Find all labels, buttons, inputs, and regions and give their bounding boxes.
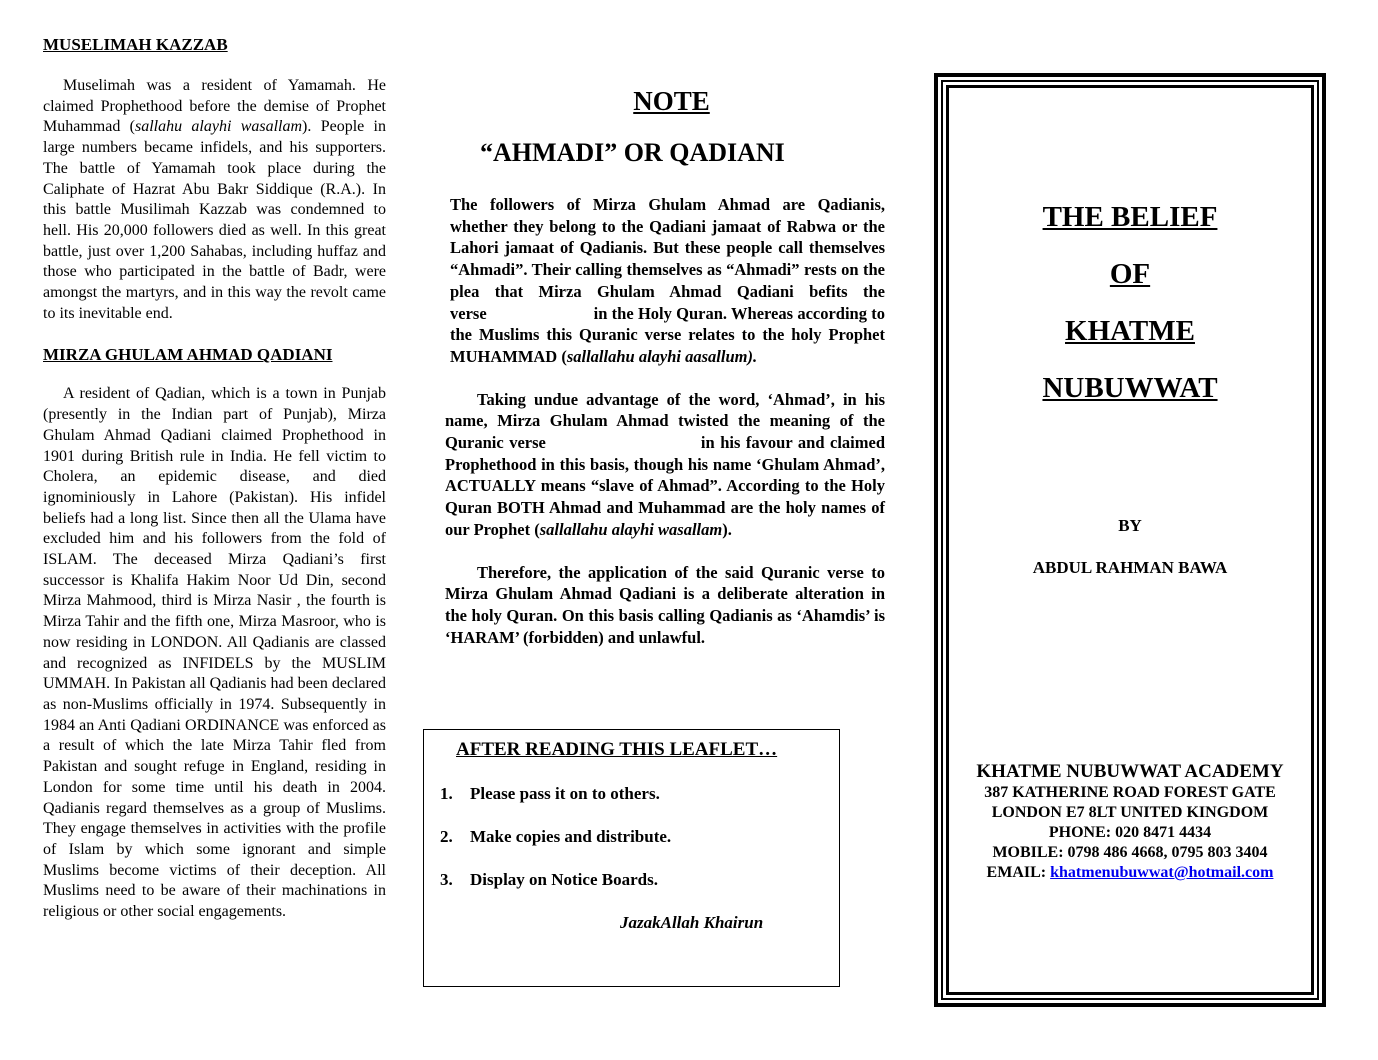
ahmadi-paragraph-1 [440, 194, 885, 368]
cover-title-line-2: OF [1109, 258, 1151, 290]
middle-column [440, 84, 885, 648]
p2-text-b: in his favour and claimed Prophethood in this basis, though his name ‘Ghulam Ahmad’, ACTUALLY means “slave of Ahmad”. According to the Holy Quran BOTH Ahmad and Muhammad are the holy names of our Prophet ( [445, 433, 886, 539]
mirza-paragraph: A resident of Qadian, which is a town in Punjab (presently in the Indian part of Punjab), Mirza Ghulam Ahmad Qadiani claimed Prophethood in 1901 during British rule in India. He fell victim to Cholera, an epidemic disease, and died ignominiously in Lahore (Pakistan). His infidel beliefs had a long list. Since then all the Ulama have excluded him and his followers from the fold of ISLAM. The deceased Mirza Qadiani’s first successor is Khalifa Hakim Noor Ud Din, second Mirza Mahmood, third is Mirza Nasir , the fourth is Mirza Tahir and the fifth one, Mirza Masroor, who is now residing in LONDON. All Qadianis are classed and recognized as INFIDELS by the MUSLIM UMMAH. In Pakistan all Qadianis had been declared as non-Muslims officially in 1974. Subsequently in 1984 an Anti Qadiani ORDINANCE was enforced as a result of which the late Mirza Tahir fled from Pakistan and sought refuge in England, residing in London for some time until his death in 2004. Qadianis regard themselves as a group of Muslims. They engage themselves in activities with the profile of Islam by which some ignorant and simple Muslims become victims of their deception. All Muslims need to be aware of their machinations in religious or other social engagements. [43, 385, 387, 921]
list-item [440, 783, 839, 805]
by-label: BY [1118, 516, 1142, 535]
left-column [43, 34, 386, 923]
address-line-2: LONDON E7 8LT UNITED KINGDOM [991, 804, 1269, 821]
list-item [440, 826, 839, 848]
cover-panel [934, 73, 1326, 1007]
list-item-number: 1. [440, 784, 453, 803]
email-link[interactable]: khatmenubuwwat@hotmail.com [1050, 864, 1274, 881]
cover-border-middle [941, 80, 1319, 1000]
section-heading-mirza: MIRZA GHULAM AHMAD QADIANI [43, 345, 333, 365]
p2-verse-gap [546, 433, 695, 452]
email-line [949, 863, 1311, 883]
muselimah-text-italic: sallahu alayhi wasallam [134, 118, 303, 136]
muselimah-paragraph [43, 76, 386, 324]
email-label: EMAIL: [986, 864, 1051, 881]
mobile-line: MOBILE: 0798 486 4668, 0795 803 3404 [992, 844, 1268, 861]
cover-title-line-1: THE BELIEF [1042, 201, 1218, 233]
list-item-text: Display on Notice Boards. [470, 870, 658, 889]
list-item [440, 869, 839, 891]
note-title: NOTE [633, 86, 710, 116]
ahmadi-paragraph-2 [440, 389, 885, 541]
phone-line: PHONE: 020 8471 4434 [1048, 824, 1212, 841]
address-line-1: 387 KATHERINE ROAD FOREST GATE [984, 784, 1276, 801]
after-reading-list [424, 783, 839, 891]
list-item-text: Please pass it on to others. [470, 784, 660, 803]
list-item-number: 2. [440, 827, 453, 846]
ahmadi-paragraph-3: Therefore, the application of the said Quranic verse to Mirza Ghulam Ahmad Qadiani is a deliberate alteration in the holy Quran. On this basis calling Qadianis as ‘Ahamdis’ is ‘HARAM’ (forbidden) and unlawful. [445, 562, 885, 647]
cover-border-inner [946, 85, 1314, 995]
p1-text-italic: sallallahu alayhi aasallum). [566, 346, 758, 366]
academy-name: KHATME NUBUWWAT ACADEMY [976, 761, 1284, 782]
section-heading-muselimah: MUSELIMAH KAZZAB [43, 35, 228, 54]
list-item-number: 3. [440, 870, 453, 889]
signoff: JazakAllah Khairun [620, 913, 764, 932]
note-subtitle: “AHMADI” OR QADIANI [480, 138, 785, 167]
p1-text-b: in the Holy Quran. Whereas according to the Muslims this Quranic verse relates to the holy Prophet MUHAMMAD ( [450, 303, 886, 366]
after-reading-box [423, 729, 840, 987]
cover-content [949, 88, 1311, 883]
p2-text-italic: sallallahu alayhi wasallam [539, 519, 723, 539]
list-item-text: Make copies and distribute. [470, 827, 672, 846]
muselimah-text-b: ). People in large numbers became infidels, and his supporters. The battle of Yamamah took place during the Caliphate of Hazrat Abu Bakr Siddique (R.A.). In this battle Musilimah Kazzab was condemned to hell. His 20,000 followers died as well. In this great battle, just over 1,200 Sahabas, including huffaz and those who participated in the battle of Badr, were amongst the martyrs, and in this way the revolt came to its inevitable end. [43, 118, 386, 322]
after-reading-title: AFTER READING THIS LEAFLET… [456, 739, 778, 760]
p2-text-end: ). [722, 519, 732, 539]
p1-verse-gap [487, 304, 590, 323]
p1-text-a: The followers of Mirza Ghulam Ahmad are Qadianis, whether they belong to the Qadiani jamaat of Rabwa or the Lahori jamaat of Qadianis. But these people call themselves “Ahmadi”. Their calling themselves as “Ahmadi” rests on the plea that Mirza Ghulam Ahmad Qadiani befits the verse [450, 195, 885, 323]
p2-text-a: Taking undue advantage of the word, ‘Ahmad’, in his name, Mirza Ghulam Ahmad twisted the meaning of the Quranic verse [445, 389, 885, 453]
author-name: ABDUL RAHMAN BAWA [1032, 558, 1228, 577]
muselimah-text-a: Muselimah was a resident of Yamamah. He claimed Prophethood before the demise of Prophet Muhammad ( [43, 77, 386, 136]
cover-title-line-3: KHATME [1065, 315, 1195, 347]
cover-title-line-4: NUBUWWAT [1042, 372, 1218, 404]
